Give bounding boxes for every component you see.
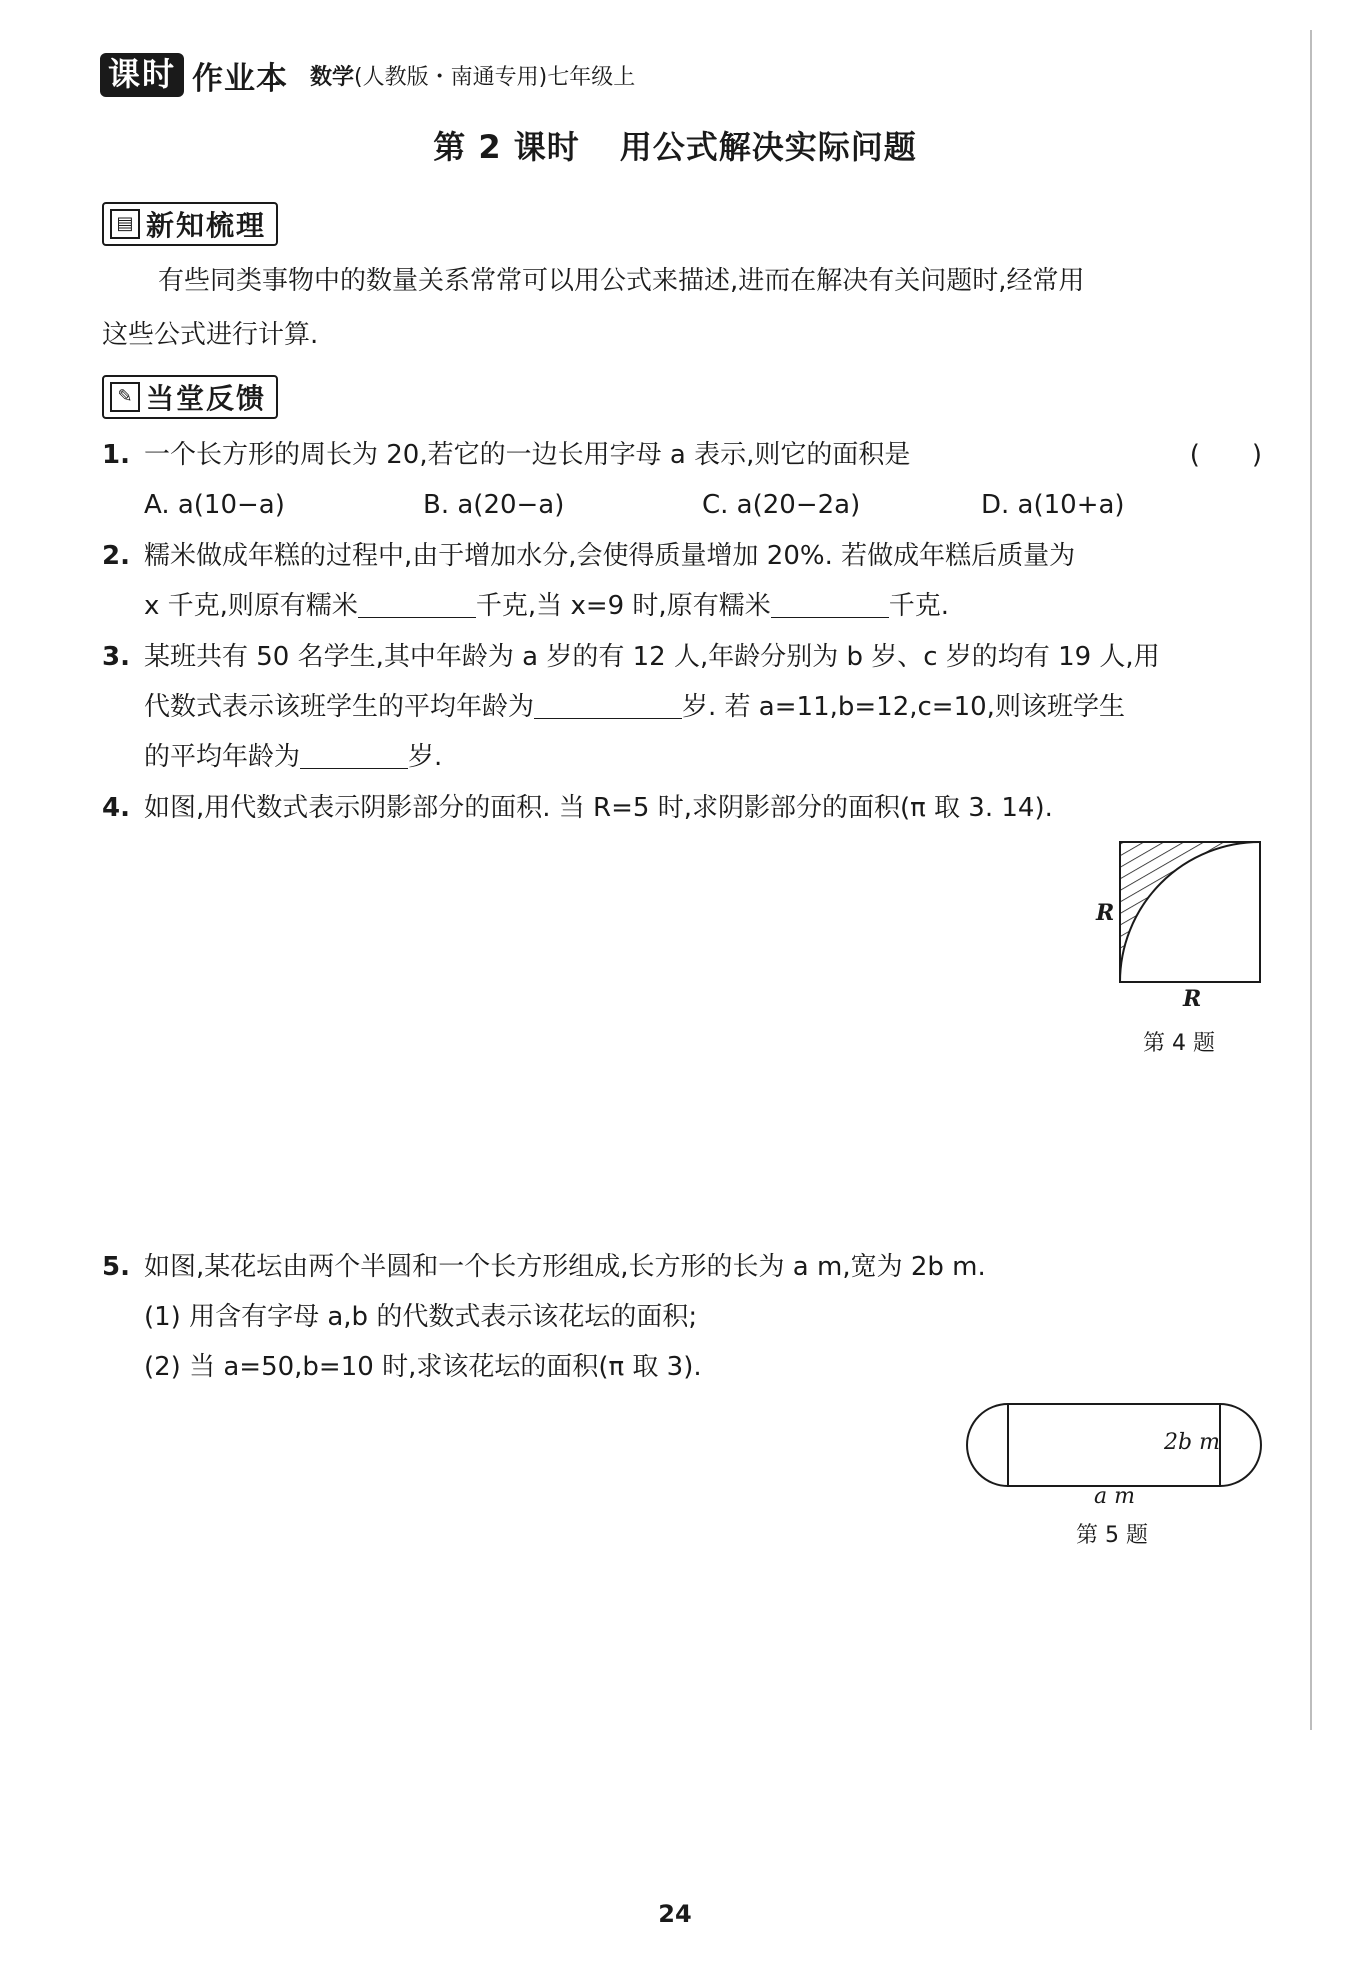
subject-label: 数学 [310,64,355,90]
question-number: 3. [102,642,130,672]
question-text: 如图,用代数式表示阴影部分的面积. 当 R=5 时,求阴影部分的面积(π 取 3. 14). [144,793,1053,823]
question-text: 岁. 若 a=11,b=12,c=10,则该班学生 [682,692,1125,722]
question-text: 的平均年龄为 [144,742,301,772]
question-number: 4. [102,793,130,823]
logo-text: 作业本 [192,60,289,97]
lesson-title [0,122,1350,168]
section-classroom-feedback [102,375,278,419]
figure-4-side-label: R [1096,900,1115,926]
sub-question-1: (1) 用含有字母 a,b 的代数式表示该花坛的面积; [144,1302,698,1332]
right-semicircle [1220,1404,1261,1486]
choice-list [102,480,1262,530]
question-text: 岁. [408,742,443,772]
figure-5-caption: 第 5 题 [1076,1523,1148,1548]
page-edge-rule [1310,30,1312,1730]
answer-blank[interactable] [771,585,889,618]
section-label: 当堂反馈 [146,382,267,415]
question-2 [102,531,1262,631]
figure-5-length-label: a m [1094,1484,1135,1509]
section-new-knowledge [102,202,278,246]
choice-c: C. a(20−2a) [702,490,861,520]
answer-bracket: ( ) [1189,440,1262,470]
question-text: 代数式表示该班学生的平均年龄为 [144,692,535,722]
figure-4-diagram [1110,838,1270,1000]
page-header [100,52,635,98]
question-number: 5. [102,1252,130,1282]
figure-4-bottom-label: R [1183,986,1202,1012]
question-text: 某班共有 50 名学生,其中年龄为 a 岁的有 12 人,年龄分别为 b 岁、c 岁的均有 19 人,用 [144,642,1160,672]
choice-a: A. a(10−a) [144,490,285,520]
grade-label: 七年级上 [547,64,636,90]
edition-label: (人教版・南通专用) [354,64,548,90]
paragraph-line: 这些公式进行计算. [102,320,319,350]
question-5 [102,1242,1262,1392]
answer-blank[interactable] [300,736,408,769]
figure-5-width-label: 2b m [1164,1430,1220,1455]
knowledge-paragraph [102,254,1262,362]
page-number: 24 [658,1900,692,1928]
paragraph-line: 有些同类事物中的数量关系常常可以用公式来描述,进而在解决有关问题时,经常用 [158,266,1085,296]
header-subtitle [310,60,635,91]
question-3 [102,632,1262,782]
question-number: 1. [102,440,130,470]
question-text: 千克,当 x=9 时,原有糯米 [475,591,771,621]
question-text: 糯米做成年糕的过程中,由于增加水分,会使得质量增加 20%. 若做成年糕后质量为 [144,541,1076,571]
figure-5-diagram [960,1400,1270,1490]
question-1 [102,430,1262,530]
answer-blank[interactable] [534,686,682,719]
left-semicircle [967,1404,1008,1486]
question-text: 一个长方形的周长为 20,若它的一边长用字母 a 表示,则它的面积是 [144,440,911,470]
logo-box: 课时 [100,53,184,97]
question-text: x 千克,则原有糯米 [144,591,358,621]
question-text: 千克. [888,591,949,621]
figure-4-caption: 第 4 题 [1143,1031,1215,1056]
choice-d: D. a(10+a) [981,490,1125,520]
pencil-icon: ✎ [110,382,140,412]
book-icon: ▤ [110,209,140,239]
question-number: 2. [102,541,130,571]
question-text: 如图,某花坛由两个半圆和一个长方形组成,长方形的长为 a m,宽为 2b m. [144,1252,986,1282]
lesson-name: 用公式解决实际问题 [619,128,917,166]
question-4 [102,783,1262,833]
sub-question-2: (2) 当 a=50,b=10 时,求该花坛的面积(π 取 3). [144,1352,702,1382]
shaded-region [1120,842,1260,982]
lesson-number: 第 2 课时 [433,128,580,166]
answer-blank[interactable] [358,585,476,618]
choice-b: B. a(20−a) [423,490,565,520]
section-label: 新知梳理 [146,209,267,242]
